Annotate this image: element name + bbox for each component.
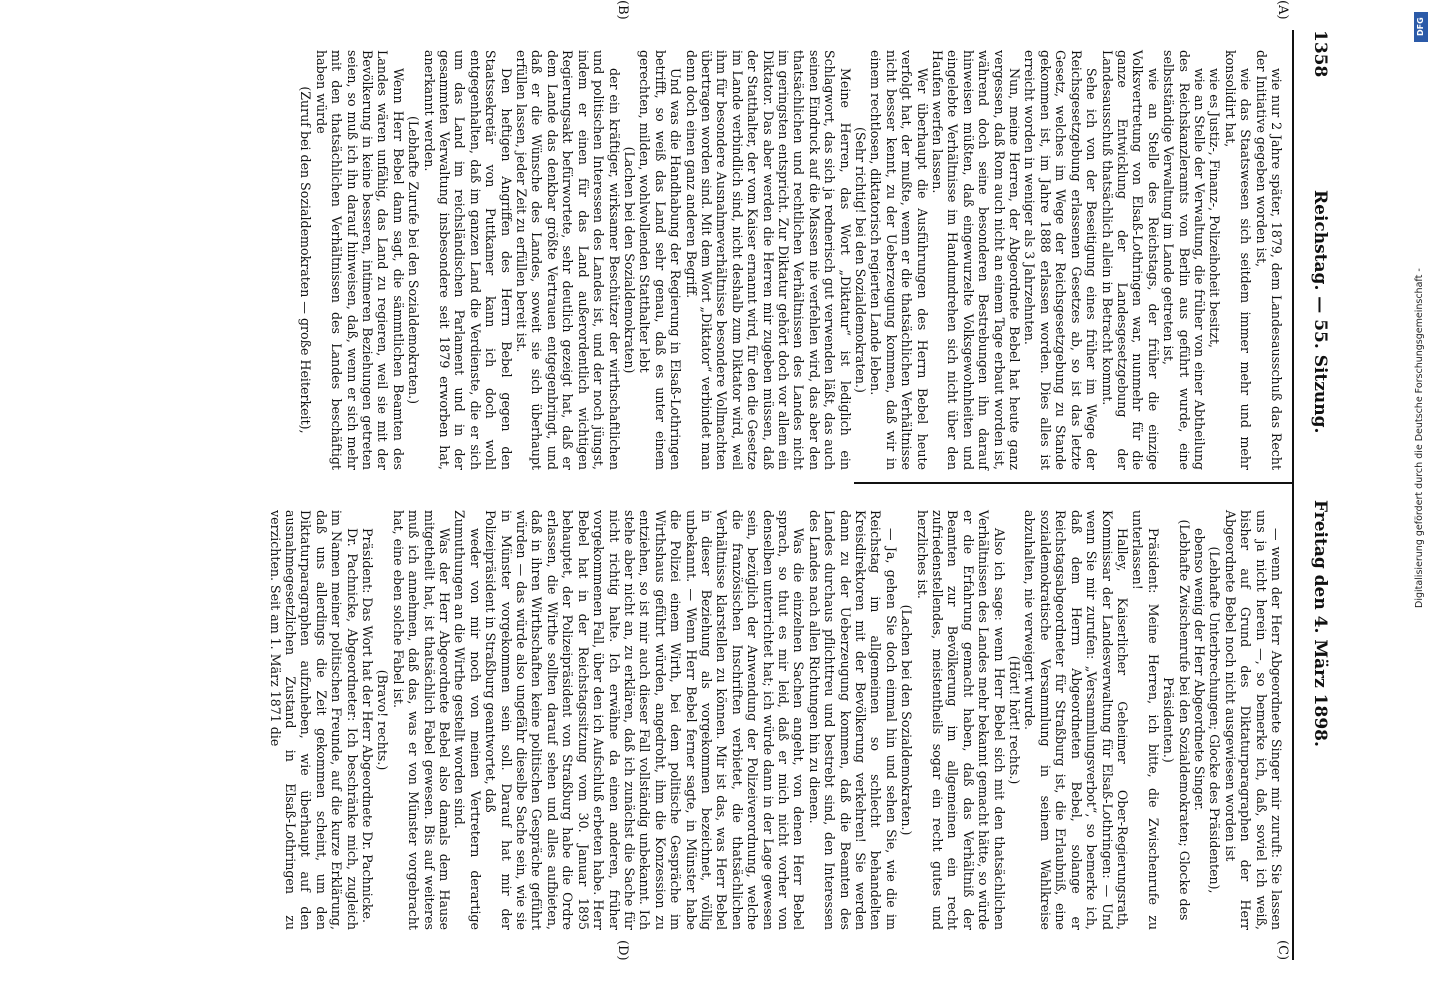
paragraph: (Sehr richtig! bei den Sozialdemokraten.)	[853, 127, 869, 393]
paragraph: Was die einzelnen Sachen angeht, von denen Herr Bebel sprach, so thut es mir leid, daß er mich nicht vorher von denselben unterrichtet hat; ich würde dann in der Lage gewesen sein, bezüglich der Anwendung der Polizeiverordnung, welche die französischen Inschriften verbietet, die thatsächlichen Verhältnisse klarstellen zu können. Mir ist das, was Herr Bebel in dieser Beziehung als vorgekommen bezeichnet, völlig unbekannt. — Wenn Herr Bebel ferner sagte, in Münster habe die Polizei einem Wirth, bei dem politische Gespräche im Wirthshaus geführt würden, angedroht, ihm die Konzession zu entziehen, so ist mir auch dieser Fall vollständig unbekannt. Ich stehe aber nicht an, zu erklären, daß ich zunächst die Sache für nicht richtig halte. Ich erwähne da einen anderen, früher vorgekommenen Fall, über den ich Aufschluß erbeten habe. Herr Bebel hat in der Reichstagssitzung vom 30. Januar 1895 behauptet, der Polizeipräsident von Straßburg habe die Ordre erlassen, die Wirthe sollten darauf sehen und alles aufbieten, daß in ihren Wirthschaften keine politischen Gespräche geführt würden — das würde also ungefähr dieselbe Sache sein, wie sie in Münster vorgekommen sein soll. Darauf hat mir der Polizeipräsident in Straßburg geantwortet, daß	[483, 510, 807, 930]
left-page-header	[1290, 30, 1330, 470]
paragraph: wie es Justiz-, Finanz-, Polizeihoheit besitzt,	[1207, 68, 1223, 349]
paragraph: Den heftigen Angriffen des Herrn Bebel gegen den Staatssekretär von Puttkamer kann ich doch wohl entgegenhalten, daß im ganzen Land die Verdienste, die er sich um das Land im reichsländischen Parlament und in der gesammten Verwaltung insbesondere seit 1879 erworben hat, anerkannt werden.	[421, 50, 514, 470]
paragraph: Nun, meine Herren, der Abgeordnete Bebel hat heute ganz vergessen, daß Rom auch nicht an einem Tage erbaut worden ist, während doch seine besonderen Bestrebungen ihn darauf hinweisen müßten, daß eingewurzelte Volksgewohnheiten und eingelebte Verhältnisse im Handumdrehen sich nicht über den Haufen werfen lassen.	[930, 50, 1023, 470]
paragraph: ebenso wenig der Herr Abgeordnete Singer.	[1191, 528, 1207, 811]
paragraph: (Lachen bei den Sozialdemokraten)	[621, 146, 637, 374]
paragraph: Präsident: Meine Herren, ich bitte, die Zwischenrufe zu unterlassen!	[1130, 510, 1161, 930]
column-divider	[854, 482, 1294, 484]
paragraph: wie nur 2 Jahre später, 1879, dem Landesausschuß das Recht der Initiative gegeben worden ist,	[1253, 50, 1284, 470]
right-page-header	[1290, 500, 1330, 960]
paragraph: Wenn Herr Bebel dann sagt, die sämmtlichen Beamten des Landes wären unfähig, das Land zu regieren, weil sie mit der Bevölkerung in keine besseren, intimeren Beziehungen getreten seien, so muß ich ihn darauf hinweisen, daß, wenn er sich mehr mit den thatsächlichen Verhältnissen des Landes beschäftigt haben würde	[313, 50, 406, 470]
paragraph: (Lebhafte Zurufe bei den Sozialdemokraten.)	[406, 115, 422, 405]
paragraph: (Zuruf bei den Sozialdemokraten — große Heiterkeit),	[298, 86, 314, 434]
paragraph: wie an Stelle des Reichstags, der früher die einzige Volksvertretung von Elsaß-Lothringen war, nunmehr für die ganze Entwicklung der Landesgesetzgebung der Landesausschuß thatsächlich allein in Betracht kommt.	[1099, 50, 1161, 470]
paragraph: (Hört! hört! rechts.)	[1007, 655, 1023, 785]
paragraph: der ein kräftiger, wirksamer Beschützer der wirthschaftlichen und politischen Interessen des Landes ist, und der noch jüngst, indem er einen für das Land außerordentlich wichtigen Regierungsakt befürwortete, sehr deutlich gezeigt hat, daß er dem Lande das denkbar größte Vertrauen entgegenbringt, und daß er die Wünsche des Landes, soweit sie sich überhaupt erfüllen lassen, jeder Zeit zu erfüllen bereit ist.	[514, 50, 622, 470]
paragraph: (Bravo! rechts.)	[375, 669, 391, 771]
margin-mark-b: (B)	[615, 0, 630, 20]
paragraph: Dr. Pachnicke, Abgeordneter: Ich beschränke mich, zugleich im Namen meiner politischen Freunde, auf die kurze Erklärung, daß uns allerdings die Zeit gekommen scheint, um den Diktaturparagraphen aufzuheben, wie überhaupt auf den ausnahmegesetzlichen Zustand in Elsaß-Lothringen zu verzichten. Seit am 1. März 1871 die	[267, 510, 360, 930]
margin-mark-d: (D)	[615, 940, 630, 961]
paragraph: Meine Herren, das Wort „Diktatur“ ist lediglich ein Schlagwort, das sich ja rednerisch gut verwenden läßt, das auch seinen Eindruck auf die Massen nie verfehlen wird, das aber den thatsächlichen und rechtlichen Verhältnissen des Landes nicht im geringsten entspricht. Zur Diktatur gehört doch vor allem ein Diktator. Das aber werden die Herren mir zugeben müssen, daß der Statthalter, der vom Kaiser ernannt wird, für den die Gesetze im Lande verbindlich sind, nicht deshalb zum Diktator wird, weil ihm für besondere Ausnahmeverhältnisse besondere Vollmachten übertragen worden sind. Mit dem Wort „Diktator“ verbindet man denn doch einen ganz anderen Begriff.	[683, 50, 853, 470]
paragraph: (Lebhafte Unterbrechungen; Glocke des Präsidenten),	[1207, 546, 1223, 894]
paragraph: Wer überhaupt die Ausführungen des Herrn Bebel heute verfolgt hat, der mußte, wenn er die thatsächlichen Verhältnisse nicht besser kennt, zu der Ueberzeugung kommen, daß wir in einem rechtlosen, diktatorisch regierten Lande leben.	[868, 50, 930, 470]
rotated-newspaper-page	[80, 0, 1330, 961]
right-text-column	[267, 510, 1284, 930]
left-text-column	[298, 50, 1284, 470]
header-rule	[1292, 30, 1294, 960]
margin-mark-a: (A)	[1275, 0, 1290, 20]
margin-mark-c: (C)	[1275, 940, 1290, 961]
paragraph: wie an Stelle der Verwaltung, die früher von einer Abtheilung des Reichskanzleramts von Berlin aus geführt wurde, eine selbstständige Verwaltung im Lande getreten ist,	[1161, 50, 1207, 470]
paragraph: — Ja, gehen Sie doch einmal hin und sehen Sie, wie die im Reichstag im allgemeinen so schlecht behandelten Kreisdirektoren mit der Bevölkerung verkehren! Sie werden dann zu der Ueberzeugung kommen, daß die Beamten des Landes durchaus pflichttreu und bestrebt sind, den Interessen des Landes nach allen Richtungen hin zu dienen.	[806, 510, 899, 930]
paragraph: (Lachen bei den Sozialdemokraten.)	[899, 604, 915, 836]
paragraph: weder von mir noch von meinen Vertretern derartige Zumuthungen an die Wirthe gestellt worden sind.	[452, 510, 483, 930]
paragraph: — wenn der Herr Abgeordnete Singer mir zuruft: Sie lassen uns ja nicht herein —, so bemerke ich, daß, soviel ich weiß, bisher auf Grund des Diktaturparagraphen der Herr Abgeordnete Bebel noch nicht ausgewiesen worden ist	[1222, 510, 1284, 930]
session-date: Freitag den 4. März 1898.	[1310, 500, 1330, 747]
paragraph: (Lebhafte Zwischenrufe bei den Sozialdemokraten; Glocke des Präsidenten.)	[1161, 519, 1192, 921]
paragraph: Präsident: Das Wort hat der Herr Abgeordnete Dr. Pachnicke.	[360, 528, 376, 923]
paragraph: Sehe ich von der Beseitigung eines früher im Wege der Reichsgesetzgebung erlassenen Gesetzes ab, so ist das letzte Gesetz, welches im Wege der Reichsgesetzgebung zu Stande gekommen ist, im Jahre 1888 erlassen worden. Dies alles ist erreicht worden in weniger als 3 Jahrzehnten.	[1022, 50, 1100, 470]
dfg-credit-text: Digitalisierung gefördert durch die Deutsche Forschungsgemeinschaft -	[1414, 268, 1425, 608]
digitization-note	[1412, 8, 1430, 988]
page-number: 1358	[1310, 30, 1330, 78]
paragraph: Und was die Handhabung der Regierung in Elsaß-Lothringen betrifft, so weiß das Land sehr genau, daß es unter einem gerechten, milden, wohlwollenden Statthalter lebt	[637, 50, 684, 470]
paragraph: wie das Staatswesen sich seitdem immer mehr und mehr konsolidirt hat,	[1222, 50, 1254, 470]
paragraph: Was der Herr Abgeordnete Bebel also damals dem Hause mitgetheilt hat, ist thatsächlich Fabel gewesen. Bis auf weiteres muß ich annehmen, daß das, was er von Münster vorgebracht hat, eine eben solche Fabel ist.	[390, 510, 453, 930]
paragraph: Also ich sage: wenn Herr Bebel sich mit den thatsächlichen Verhältnissen des Landes mehr bekannt gemacht hätte, so würde er die Erfahrung gemacht haben, daß das Verhältniß der Beamten zur Bevölkerung im allgemeinen ein recht zufriedenstellendes, meistentheils sogar ein recht gutes und herzliches ist.	[914, 510, 1007, 930]
paragraph: Halley, Kaiserlicher Geheimer Ober-Regierungsrath, Kommissar der Landesverwaltung für Elsaß-Lothringen: — Und wenn Sie mir zurufen: „Versammlungsverbot“, so bemerke ich, daß dem Herrn Abgeordneten Bebel, solange er Reichstagsabgeordneter für Straßburg ist, die Erlaubniß, eine sozialdemokratische Versammlung in seinem Wahlkreise abzuhalten, nie verweigert wurde.	[1022, 510, 1130, 930]
dfg-logo: DFG	[1414, 12, 1428, 42]
session-title: Reichstag. — 55. Sitzung.	[1310, 190, 1330, 434]
